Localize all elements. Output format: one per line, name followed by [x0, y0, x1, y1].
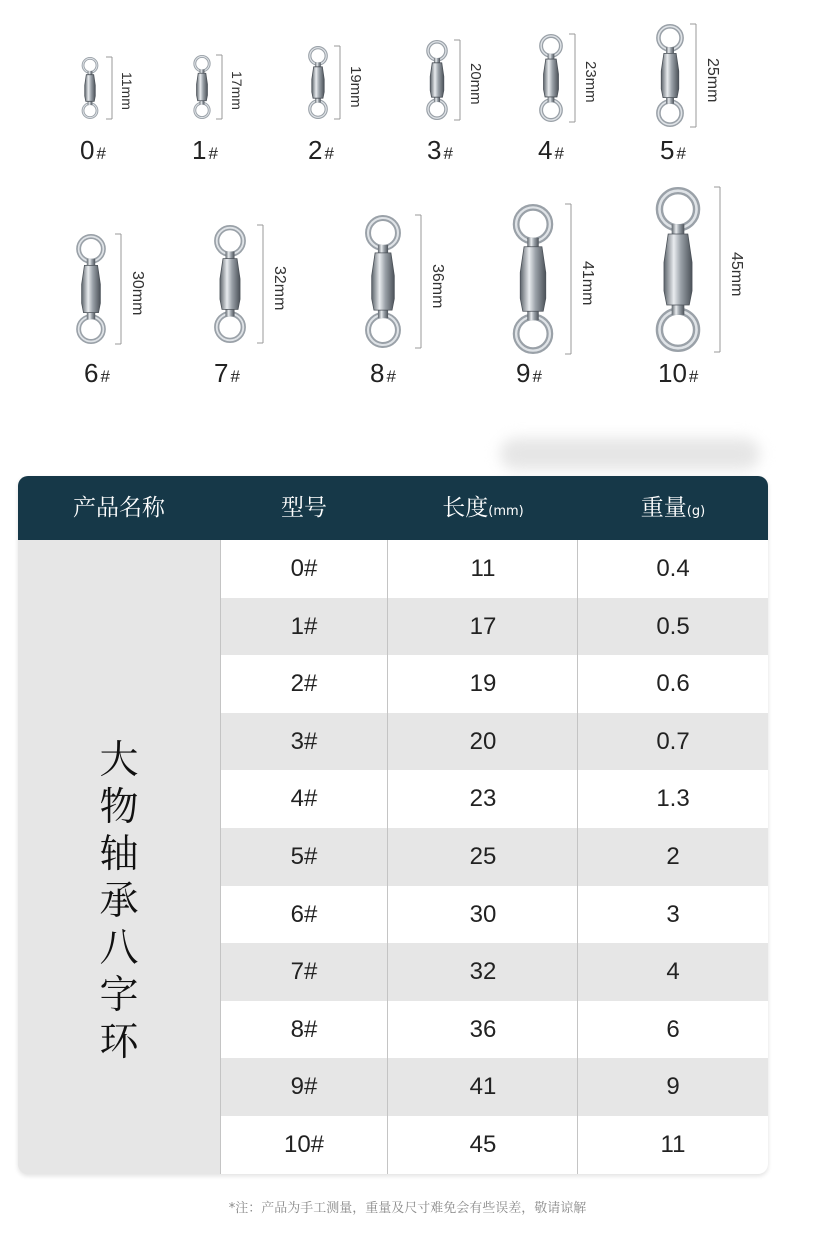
- cell-model: 8#: [290, 1015, 318, 1043]
- cell-model: 2#: [290, 670, 318, 698]
- table-row: [220, 943, 768, 1001]
- cell-weight: 0.4: [656, 555, 690, 582]
- decorative-shadow: [500, 438, 760, 470]
- swivel-size-label: 20mm: [467, 63, 484, 105]
- swivel-code-hash: #: [100, 367, 110, 386]
- header-length-unit: (mm): [488, 504, 524, 519]
- product-name-cell: [18, 540, 220, 1174]
- cell-model: 4#: [290, 785, 318, 813]
- table-row: [220, 886, 768, 944]
- swivel-code-number: 3: [427, 135, 442, 165]
- cell-model: 1#: [290, 612, 318, 640]
- table-row: [220, 828, 768, 886]
- swivel-code-hash: #: [208, 144, 218, 163]
- column-divider: [387, 540, 388, 1174]
- swivel-code-number: 5: [660, 135, 675, 165]
- product-name-char: 轴: [99, 832, 139, 877]
- cell-weight: 2: [666, 843, 680, 870]
- swivel-code-label: [658, 358, 698, 389]
- cell-length: 11: [470, 555, 496, 582]
- table-row: [220, 1001, 768, 1059]
- product-name-char: 大: [99, 738, 139, 783]
- table-row: [220, 598, 768, 656]
- swivel-size-label: 41mm: [578, 261, 596, 306]
- table-row: [220, 770, 768, 828]
- footnote: *注：产品为手工测量，重量及尺寸难免会有些误差，敬请谅解: [228, 1201, 587, 1216]
- header-weight: 重量(g): [640, 495, 706, 521]
- table-row: [220, 1116, 768, 1174]
- header-length: 长度(mm): [442, 495, 524, 521]
- cell-length: 32: [469, 958, 497, 986]
- cell-model: 6#: [290, 900, 318, 928]
- product-name-char: 物: [99, 785, 139, 830]
- swivel-code-number: 0: [80, 135, 95, 165]
- spec-table: [18, 476, 768, 1174]
- cell-length: 41: [469, 1073, 497, 1101]
- swivel-code-number: 8: [370, 358, 385, 388]
- swivel-size-label: 25mm: [703, 57, 721, 103]
- swivel-code-hash: #: [688, 367, 699, 386]
- cell-model: 9#: [290, 1073, 318, 1101]
- swivel-code-hash: #: [532, 367, 542, 386]
- swivel-size-chart: [0, 0, 815, 410]
- header-model: 型号: [281, 495, 327, 521]
- table-row: [220, 655, 768, 713]
- swivel-code-number: 6: [84, 358, 99, 388]
- swivel-size-label: 36mm: [428, 263, 446, 309]
- cell-weight: 3: [666, 900, 680, 928]
- table-row: [220, 1058, 768, 1116]
- table-row: [220, 713, 768, 771]
- product-name-char: 环: [99, 1020, 139, 1065]
- cell-length: 17: [469, 612, 497, 640]
- swivel-size-label: 23mm: [582, 61, 599, 103]
- cell-model: 10#: [283, 1131, 325, 1158]
- cell-weight: 11: [660, 1131, 686, 1158]
- swivel-code-number: 7: [214, 358, 229, 388]
- swivel-code-hash: #: [324, 144, 334, 163]
- swivel-size-label: 11mm: [119, 72, 136, 111]
- cell-model: 3#: [290, 727, 318, 755]
- swivel-code-number: 10: [658, 358, 687, 388]
- swivel-size-label: 32mm: [270, 266, 288, 311]
- swivel-body: [664, 234, 692, 305]
- cell-length: 25: [469, 843, 497, 870]
- table-row: [220, 540, 768, 598]
- header-product-name: 产品名称: [73, 495, 165, 521]
- cell-weight: 4: [666, 958, 680, 986]
- product-name-char: 字: [99, 973, 139, 1018]
- swivel-code-hash: #: [230, 367, 240, 386]
- swivel-icon: [0, 0, 815, 410]
- swivel-code-hash: #: [554, 144, 564, 163]
- cell-weight: 1.3: [656, 785, 690, 813]
- swivel-code-hash: #: [96, 144, 106, 163]
- swivel-code-number: 4: [538, 135, 553, 165]
- swivel-code-number: 9: [516, 358, 531, 388]
- swivel-code-hash: #: [676, 144, 686, 163]
- cell-weight: 0.7: [656, 727, 690, 755]
- cell-length: 45: [469, 1131, 497, 1158]
- swivel-code-hash: #: [443, 144, 453, 163]
- cell-weight: 0.5: [656, 612, 690, 640]
- cell-weight: 6: [666, 1015, 680, 1043]
- swivel-code-number: 2: [308, 135, 323, 165]
- swivel-code-hash: #: [386, 367, 396, 386]
- cell-length: 20: [469, 727, 497, 755]
- cell-length: 23: [469, 785, 497, 813]
- cell-length: 36: [469, 1015, 497, 1043]
- column-divider: [220, 540, 221, 1174]
- product-name: [94, 737, 144, 1066]
- table-header: [18, 476, 768, 540]
- swivel-size-label: 19mm: [347, 65, 364, 108]
- cell-length: 19: [469, 670, 497, 698]
- swivel-code-number: 1: [192, 135, 207, 165]
- cell-weight: 9: [666, 1073, 680, 1101]
- cell-length: 30: [469, 900, 497, 928]
- cell-model: 7#: [290, 958, 318, 986]
- swivel-size-label: 30mm: [128, 271, 146, 316]
- swivel-size-label: 17mm: [229, 71, 246, 111]
- column-divider: [577, 540, 578, 1174]
- cell-model: 0#: [290, 555, 318, 582]
- cell-model: 5#: [290, 843, 318, 870]
- product-name-char: 八: [99, 926, 139, 971]
- product-name-char: 承: [99, 879, 139, 924]
- header-weight-unit: (g): [686, 504, 706, 519]
- cell-weight: 0.6: [656, 670, 690, 698]
- swivel-size-label: 45mm: [727, 251, 745, 297]
